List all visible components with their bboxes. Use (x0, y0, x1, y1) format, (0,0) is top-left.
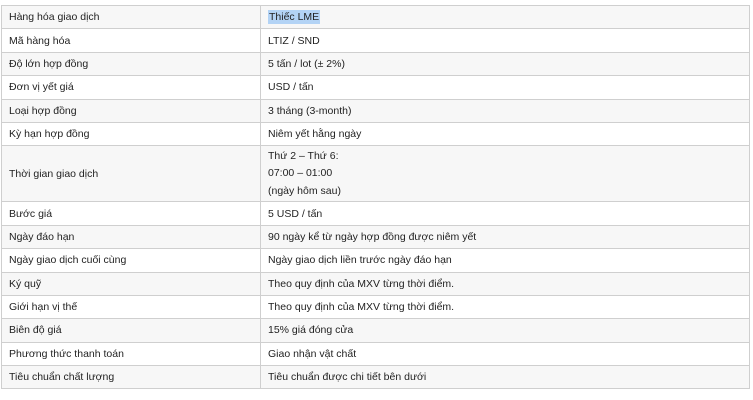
row-value: 3 tháng (3-month) (261, 99, 750, 122)
table-row (2, 99, 750, 122)
row-value: Ngày giao dịch liền trước ngày đáo hạn (261, 249, 750, 272)
row-label: Biên độ giá (2, 319, 261, 342)
table-row (2, 295, 750, 318)
row-label: Thời gian giao dịch (2, 146, 261, 202)
contract-spec-table (1, 5, 750, 389)
row-value: Theo quy định của MXV từng thời điểm. (261, 272, 750, 295)
table-row (2, 52, 750, 75)
table-row (2, 272, 750, 295)
value-line: Thứ 2 – Thứ 6: (268, 149, 339, 162)
table-row (2, 225, 750, 248)
row-value: Tiêu chuẩn được chi tiết bên dưới (261, 366, 750, 389)
row-value (261, 6, 750, 29)
row-label: Ngày giao dịch cuối cùng (2, 249, 261, 272)
row-label: Ngày đáo hạn (2, 225, 261, 248)
row-value: USD / tấn (261, 76, 750, 99)
row-value: 90 ngày kể từ ngày hợp đồng được niêm yết (261, 225, 750, 248)
table-row (2, 249, 750, 272)
row-label: Đơn vị yết giá (2, 76, 261, 99)
table-row (2, 146, 750, 202)
row-value: LTIZ / SND (261, 29, 750, 52)
row-label: Độ lớn hợp đồng (2, 52, 261, 75)
row-label: Giới hạn vị thế (2, 295, 261, 318)
row-label: Phương thức thanh toán (2, 342, 261, 365)
row-value: 5 tấn / lot (± 2%) (261, 52, 750, 75)
row-value: Theo quy định của MXV từng thời điểm. (261, 295, 750, 318)
value-line: (ngày hôm sau) (268, 184, 341, 197)
row-value (261, 146, 750, 202)
table-row (2, 76, 750, 99)
row-value: Giao nhận vật chất (261, 342, 750, 365)
table-row (2, 319, 750, 342)
table-row (2, 122, 750, 145)
selected-text[interactable]: Thiếc LME (269, 11, 320, 24)
table-row (2, 29, 750, 52)
row-label: Kỳ hạn hợp đồng (2, 122, 261, 145)
row-value: 15% giá đóng cửa (261, 319, 750, 342)
value-line: 07:00 – 01:00 (268, 167, 333, 180)
table-row (2, 202, 750, 225)
row-label: Mã hàng hóa (2, 29, 261, 52)
row-label: Bước giá (2, 202, 261, 225)
row-value: Niêm yết hằng ngày (261, 122, 750, 145)
row-label: Ký quỹ (2, 272, 261, 295)
row-value: 5 USD / tấn (261, 202, 750, 225)
table-row (2, 366, 750, 389)
table-row (2, 6, 750, 29)
row-label: Tiêu chuẩn chất lượng (2, 366, 261, 389)
row-label: Loại hợp đồng (2, 99, 261, 122)
table-row (2, 342, 750, 365)
row-label: Hàng hóa giao dịch (2, 6, 261, 29)
